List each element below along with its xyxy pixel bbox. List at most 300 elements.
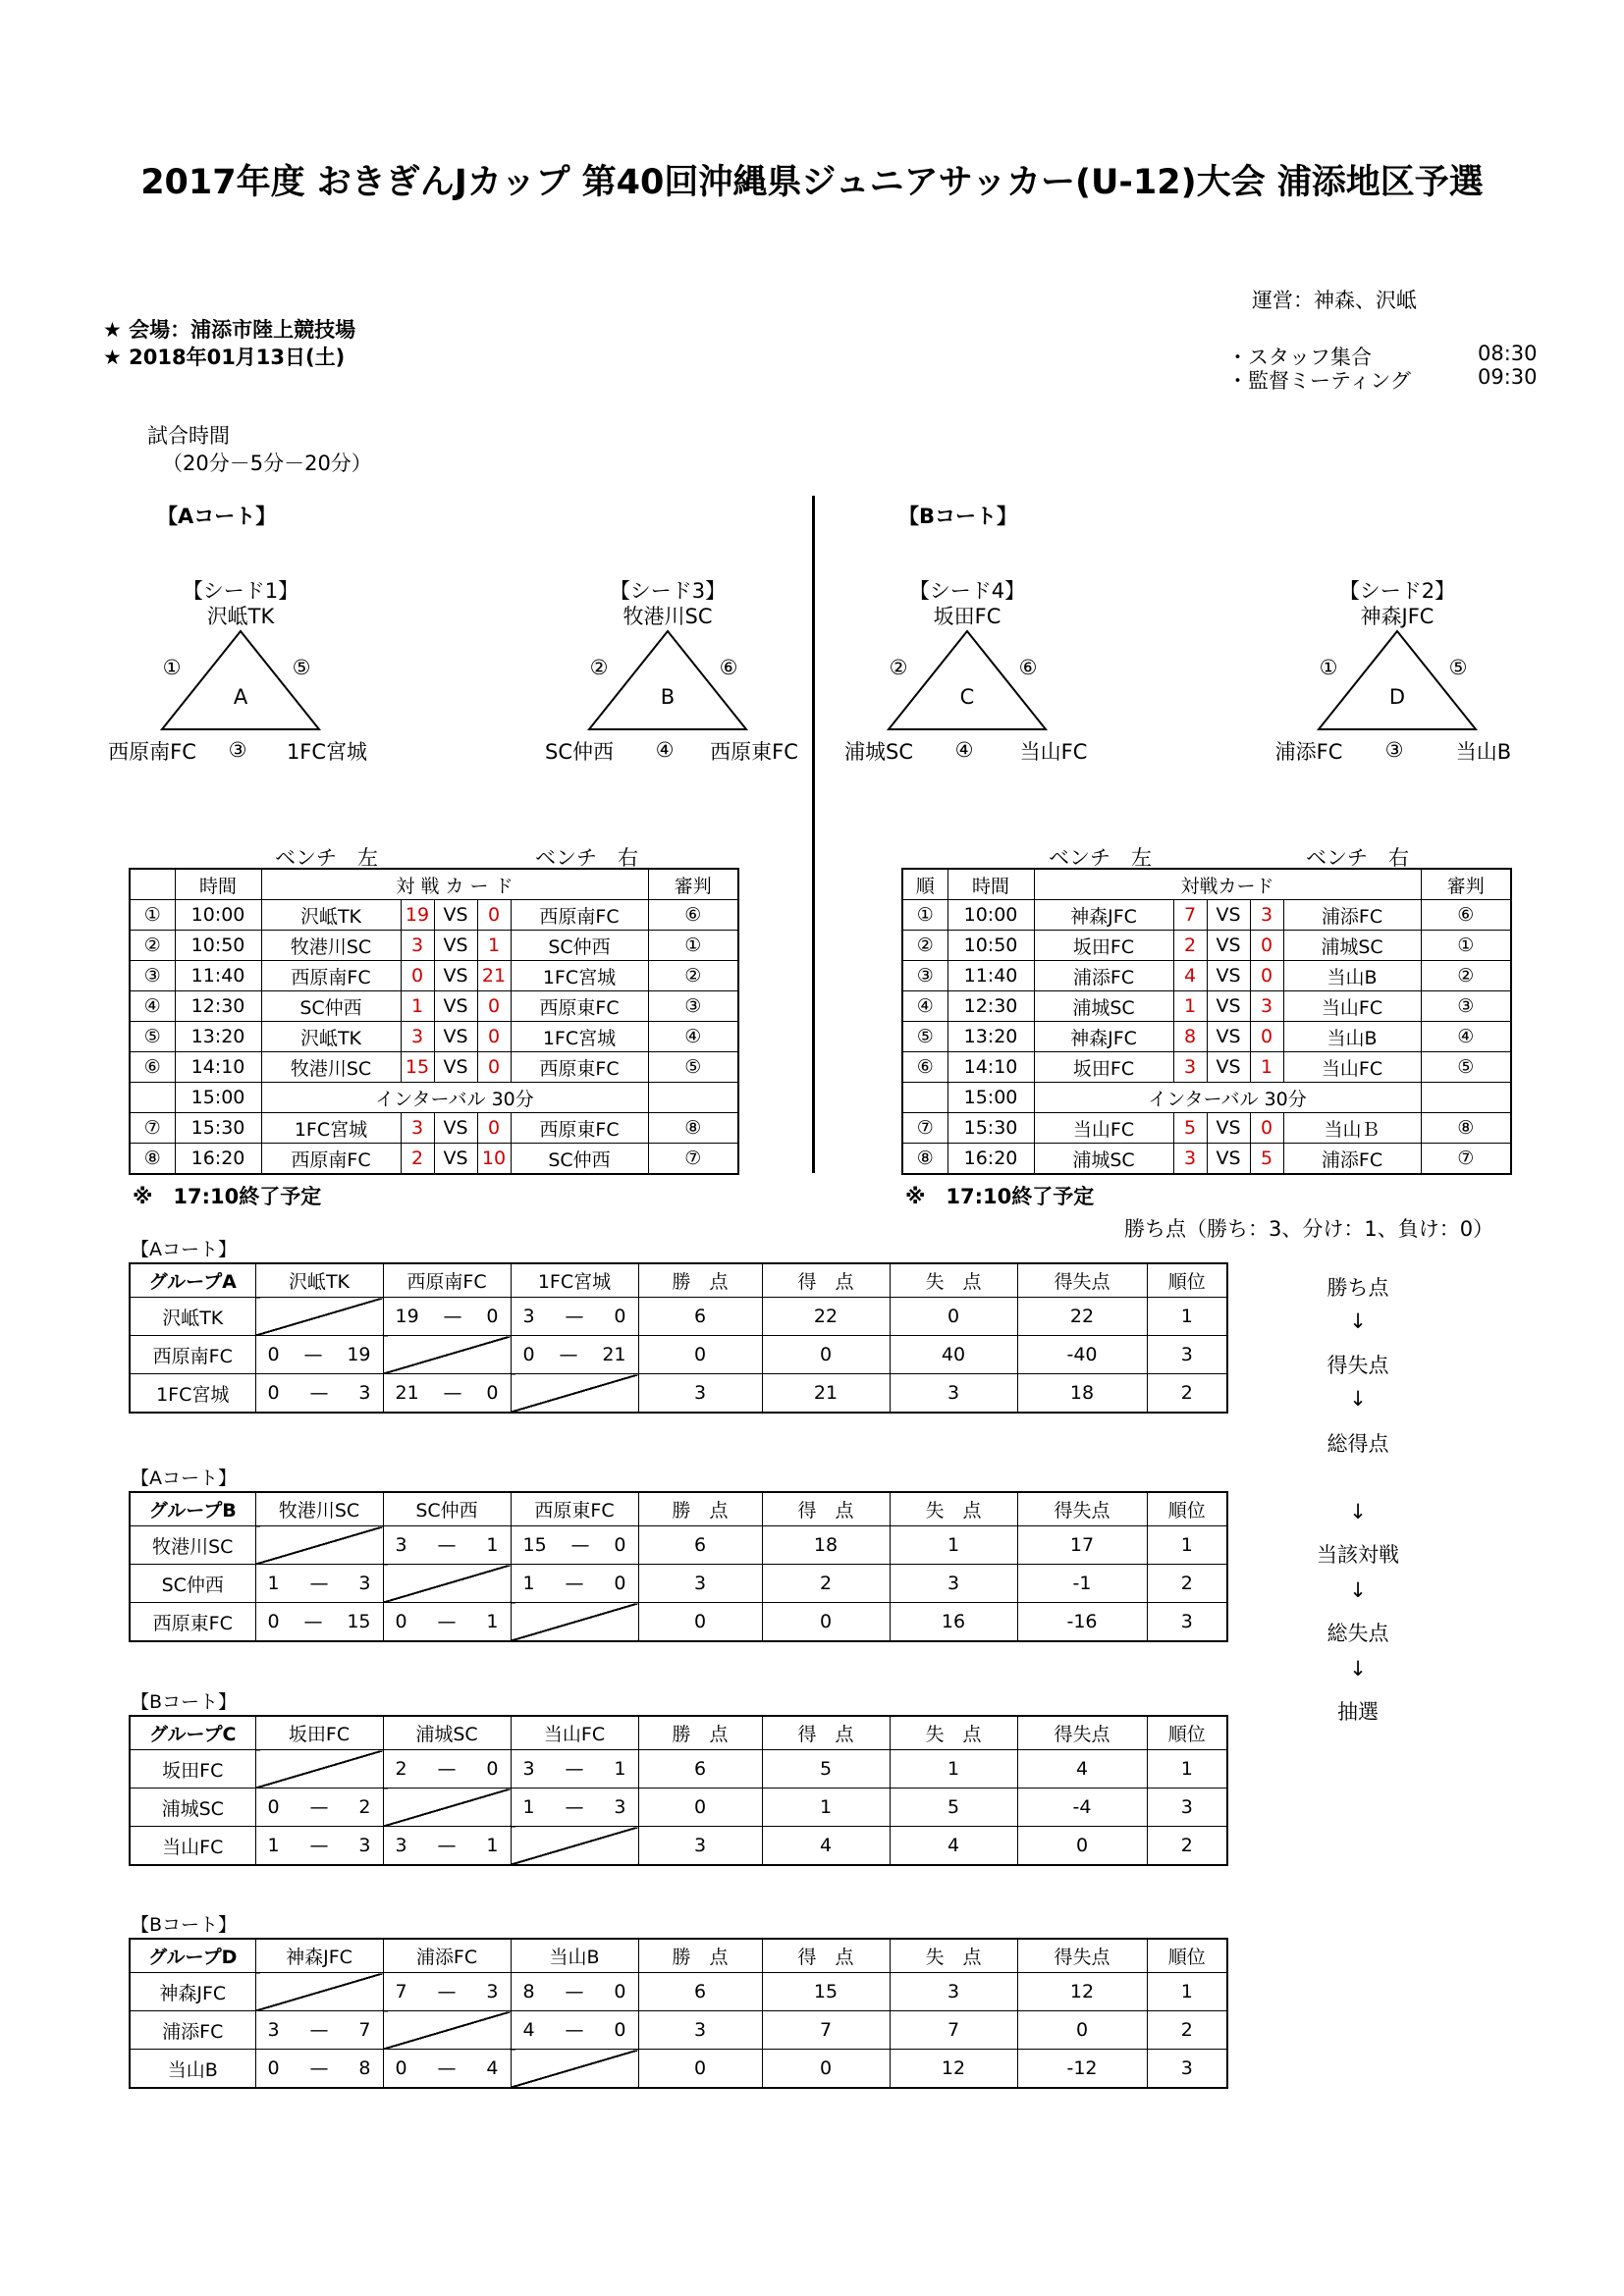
stat-header-gd: 得失点 bbox=[1017, 1492, 1147, 1526]
referee: ③ bbox=[648, 991, 738, 1022]
home-team: 1FC宮城 bbox=[261, 1113, 401, 1144]
match-time: 16:20 bbox=[175, 1144, 261, 1175]
stat-header-ga: 失 点 bbox=[890, 1492, 1017, 1526]
score-pair bbox=[512, 1344, 638, 1365]
away-team: 浦城SC bbox=[1283, 931, 1421, 961]
stat-gf: 15 bbox=[762, 1973, 890, 2011]
self-cell bbox=[255, 1526, 383, 1565]
stat-rank: 3 bbox=[1147, 2050, 1227, 2089]
dash: — bbox=[437, 2057, 457, 2079]
match-result bbox=[255, 1336, 383, 1374]
group-row bbox=[130, 1973, 1227, 2011]
opponent-header: 当山B bbox=[511, 1939, 638, 1973]
stat-pts: 0 bbox=[638, 1603, 762, 1642]
meeting-time: 09:30 bbox=[1478, 365, 1538, 389]
match-result bbox=[383, 2050, 511, 2089]
interval-label: インターバル 30分 bbox=[1034, 1083, 1421, 1113]
opponent-header: 西原東FC bbox=[511, 1492, 638, 1526]
home-team: 浦城SC bbox=[1034, 1144, 1173, 1175]
vs-label: VS bbox=[1207, 1113, 1250, 1144]
opponent-header: SC仲西 bbox=[383, 1492, 511, 1526]
stat-pts: 6 bbox=[638, 1526, 762, 1565]
match-time: 10:50 bbox=[947, 931, 1034, 961]
stat-header-rank: 順位 bbox=[1147, 1716, 1227, 1750]
score-pair bbox=[512, 1573, 638, 1594]
match-no: ⑥ bbox=[130, 1052, 175, 1083]
away-team: 1FC宮城 bbox=[511, 961, 648, 991]
seed-label: 【シード3】 bbox=[609, 579, 727, 603]
dash: — bbox=[303, 1611, 323, 1632]
self-cell bbox=[511, 1603, 638, 1642]
stat-rank: 3 bbox=[1147, 1336, 1227, 1374]
staff-time: 08:30 bbox=[1478, 342, 1538, 365]
bench-left-b: ベンチ 左 bbox=[1049, 846, 1152, 870]
home-team: 西原南FC bbox=[261, 961, 401, 991]
away-score: 0 bbox=[1250, 931, 1283, 961]
dash: — bbox=[309, 2057, 329, 2079]
down-arrow-icon: ↓ bbox=[1349, 1309, 1367, 1333]
vs-label: VS bbox=[1207, 991, 1250, 1022]
stat-header-gf: 得 点 bbox=[762, 1263, 890, 1298]
score-pair bbox=[384, 1758, 511, 1780]
referee: ⑤ bbox=[1421, 1052, 1511, 1083]
match-no: ⑧ bbox=[130, 1144, 175, 1175]
stat-gf: 22 bbox=[762, 1298, 890, 1336]
home-score: 3 bbox=[401, 1113, 434, 1144]
goals-against: 0 bbox=[614, 2019, 626, 2041]
right-team: 当山FC bbox=[1019, 740, 1088, 764]
match-time-detail: （20分－5分－20分） bbox=[162, 452, 372, 475]
away-team: 西原東FC bbox=[511, 1113, 648, 1144]
home-team: 神森JFC bbox=[1034, 1022, 1173, 1052]
score-pair bbox=[384, 1835, 511, 1856]
ranking-rule: 勝ち点 bbox=[1326, 1276, 1389, 1300]
opponent-header: 浦添FC bbox=[383, 1939, 511, 1973]
stat-header-ga: 失 点 bbox=[890, 1939, 1017, 1973]
away-score: 0 bbox=[477, 1052, 511, 1083]
home-score: 4 bbox=[1173, 961, 1207, 991]
team-name: 当山FC bbox=[130, 1827, 255, 1866]
match-result bbox=[383, 1526, 511, 1565]
dash: — bbox=[565, 1758, 584, 1780]
stat-pts: 0 bbox=[638, 1336, 762, 1374]
stat-gd: -12 bbox=[1017, 2050, 1147, 2089]
stat-rank: 1 bbox=[1147, 1298, 1227, 1336]
court-divider bbox=[812, 496, 815, 1173]
match-number: ⑤ bbox=[292, 656, 311, 679]
header-no bbox=[130, 869, 175, 900]
match-no: ⑥ bbox=[902, 1052, 947, 1083]
away-score: 21 bbox=[477, 961, 511, 991]
stat-gd: 22 bbox=[1017, 1298, 1147, 1336]
home-score: 8 bbox=[1173, 1022, 1207, 1052]
stat-pts: 6 bbox=[638, 1973, 762, 2011]
down-arrow-icon: ↓ bbox=[1349, 1578, 1367, 1602]
self-cell bbox=[383, 1336, 511, 1374]
stat-gd: -16 bbox=[1017, 1603, 1147, 1642]
goals-against: 8 bbox=[358, 2057, 371, 2079]
match-result bbox=[255, 1789, 383, 1827]
match-time: 10:00 bbox=[947, 900, 1034, 931]
home-team: 沢岻TK bbox=[261, 1022, 401, 1052]
dash: — bbox=[309, 1573, 329, 1594]
vs-label: VS bbox=[434, 931, 477, 961]
home-score: 7 bbox=[1173, 900, 1207, 931]
stat-gf: 0 bbox=[762, 2050, 890, 2089]
goals-for: 15 bbox=[522, 1534, 547, 1556]
goals-against: 1 bbox=[486, 1611, 499, 1632]
interval-label: インターバル 30分 bbox=[261, 1083, 648, 1113]
stat-pts: 6 bbox=[638, 1298, 762, 1336]
home-score: 19 bbox=[401, 900, 434, 931]
score-pair bbox=[384, 1981, 511, 2002]
match-number: ③ bbox=[228, 738, 247, 762]
score-pair bbox=[256, 1344, 383, 1365]
match-time-label: 試合時間 bbox=[147, 424, 230, 448]
match-row bbox=[902, 900, 1511, 931]
match-result bbox=[255, 1603, 383, 1642]
vs-label: VS bbox=[434, 991, 477, 1022]
dash: — bbox=[565, 2019, 584, 2041]
score-pair bbox=[512, 1534, 638, 1556]
stat-rank: 2 bbox=[1147, 1374, 1227, 1414]
away-score: 5 bbox=[1250, 1144, 1283, 1175]
goals-against: 19 bbox=[347, 1344, 371, 1365]
court-b-label: 【Bコート】 bbox=[898, 505, 1018, 528]
vs-label: VS bbox=[1207, 1022, 1250, 1052]
home-score: 1 bbox=[1173, 991, 1207, 1022]
away-score: 0 bbox=[477, 1022, 511, 1052]
triangle-shape bbox=[162, 631, 319, 729]
stat-gf: 1 bbox=[762, 1789, 890, 1827]
group-header-row bbox=[130, 1716, 1227, 1750]
group-header-row bbox=[130, 1939, 1227, 1973]
team-name: 西原南FC bbox=[130, 1336, 255, 1374]
goals-for: 3 bbox=[395, 1534, 407, 1556]
referee: ③ bbox=[1421, 991, 1511, 1022]
stat-rank: 1 bbox=[1147, 1526, 1227, 1565]
left-team: SC仲西 bbox=[545, 740, 614, 764]
stat-ga: 3 bbox=[890, 1565, 1017, 1603]
group-row bbox=[130, 1789, 1227, 1827]
group-triangle bbox=[1314, 628, 1481, 736]
stat-header-rank: 順位 bbox=[1147, 1492, 1227, 1526]
dash: — bbox=[565, 1573, 584, 1594]
ranking-rule: 得失点 bbox=[1326, 1354, 1389, 1377]
down-arrow-icon: ↓ bbox=[1349, 1500, 1367, 1523]
stat-pts: 6 bbox=[638, 1750, 762, 1789]
group-court-label: 【Aコート】 bbox=[131, 1468, 237, 1489]
group-court-label: 【Bコート】 bbox=[131, 1691, 238, 1713]
stat-gd: -40 bbox=[1017, 1336, 1147, 1374]
match-result bbox=[255, 1374, 383, 1414]
match-row bbox=[902, 961, 1511, 991]
dash: — bbox=[437, 1835, 457, 1856]
seed-team: 坂田FC bbox=[933, 605, 1001, 628]
match-no: ② bbox=[902, 931, 947, 961]
vs-label: VS bbox=[434, 1022, 477, 1052]
group-triangle bbox=[157, 628, 324, 736]
triangle-shape bbox=[1319, 631, 1476, 729]
referee: ⑦ bbox=[1421, 1144, 1511, 1175]
away-team: 当山Ｂ bbox=[1283, 1113, 1421, 1144]
home-team: 坂田FC bbox=[1034, 1052, 1173, 1083]
match-no: ⑤ bbox=[130, 1022, 175, 1052]
stat-ga: 7 bbox=[890, 2011, 1017, 2050]
stat-header-gd: 得失点 bbox=[1017, 1263, 1147, 1298]
match-row bbox=[902, 1113, 1511, 1144]
schedule-header-row bbox=[902, 869, 1511, 900]
referee: ⑧ bbox=[648, 1113, 738, 1144]
bench-right-a: ベンチ 右 bbox=[535, 846, 638, 870]
right-team: 西原東FC bbox=[710, 740, 798, 764]
match-no: ④ bbox=[902, 991, 947, 1022]
home-score: 3 bbox=[401, 931, 434, 961]
score-pair bbox=[512, 1758, 638, 1780]
goals-against: 21 bbox=[602, 1344, 626, 1365]
home-score: 2 bbox=[401, 1144, 434, 1175]
goals-for: 0 bbox=[267, 1344, 280, 1365]
home-team: 神森JFC bbox=[1034, 900, 1173, 931]
home-team: 沢岻TK bbox=[261, 900, 401, 931]
stat-header-gf: 得 点 bbox=[762, 1492, 890, 1526]
home-score: 2 bbox=[1173, 931, 1207, 961]
vs-label: VS bbox=[1207, 931, 1250, 961]
home-team: 浦城SC bbox=[1034, 991, 1173, 1022]
goals-against: 2 bbox=[358, 1796, 371, 1818]
match-row bbox=[130, 900, 738, 931]
ranking-rule: 総失点 bbox=[1326, 1622, 1389, 1645]
team-name: 神森JFC bbox=[130, 1973, 255, 2011]
opponent-header: 牧港川SC bbox=[255, 1492, 383, 1526]
away-score: 1 bbox=[1250, 1052, 1283, 1083]
score-pair bbox=[256, 1573, 383, 1594]
away-team: 浦添FC bbox=[1283, 1144, 1421, 1175]
match-time: 15:30 bbox=[175, 1113, 261, 1144]
goals-for: 8 bbox=[522, 1981, 535, 2002]
match-no: ④ bbox=[130, 991, 175, 1022]
goals-against: 0 bbox=[486, 1306, 499, 1327]
header-time: 時間 bbox=[947, 869, 1034, 900]
score-pair bbox=[256, 1835, 383, 1856]
stat-pts: 0 bbox=[638, 1789, 762, 1827]
interval-row bbox=[130, 1083, 738, 1113]
dash: — bbox=[437, 1981, 457, 2002]
header-ref: 審判 bbox=[1421, 869, 1511, 900]
stat-pts: 3 bbox=[638, 1565, 762, 1603]
stat-gd: 0 bbox=[1017, 2011, 1147, 2050]
date: ★ 2018年01月13日(土) bbox=[103, 346, 346, 369]
group-table bbox=[129, 1262, 1228, 1414]
match-result bbox=[511, 1526, 638, 1565]
team-name: 浦添FC bbox=[130, 2011, 255, 2050]
goals-for: 1 bbox=[267, 1573, 280, 1594]
interval-time: 15:00 bbox=[947, 1083, 1034, 1113]
self-cell bbox=[255, 1750, 383, 1789]
venue: ★ 会場：浦添市陸上競技場 bbox=[103, 318, 356, 342]
match-result bbox=[255, 2050, 383, 2089]
goals-against: 4 bbox=[486, 2057, 499, 2079]
match-time: 11:40 bbox=[947, 961, 1034, 991]
group-triangle bbox=[584, 628, 751, 736]
stat-header-gf: 得 点 bbox=[762, 1939, 890, 1973]
stat-header-rank: 順位 bbox=[1147, 1939, 1227, 1973]
group-row bbox=[130, 1750, 1227, 1789]
group-name: グループD bbox=[130, 1939, 255, 1973]
points-note: 勝ち点（勝ち：3、分け：1、負け：0） bbox=[1124, 1217, 1494, 1241]
home-team: 当山FC bbox=[1034, 1113, 1173, 1144]
stat-header-ga: 失 点 bbox=[890, 1263, 1017, 1298]
vs-label: VS bbox=[1207, 1052, 1250, 1083]
goals-against: 1 bbox=[486, 1534, 499, 1556]
group-table bbox=[129, 1715, 1228, 1866]
vs-label: VS bbox=[434, 1144, 477, 1175]
end-note-b: ※ 17:10終了予定 bbox=[905, 1185, 1095, 1208]
group-row bbox=[130, 1526, 1227, 1565]
match-number: ⑥ bbox=[1018, 656, 1038, 679]
score-pair bbox=[512, 1981, 638, 2002]
match-row bbox=[130, 931, 738, 961]
referee: ④ bbox=[648, 1022, 738, 1052]
dash: — bbox=[437, 1758, 457, 1780]
group-letter: D bbox=[1388, 685, 1406, 709]
home-score: 0 bbox=[401, 961, 434, 991]
left-team: 西原南FC bbox=[108, 740, 196, 764]
score-pair bbox=[384, 1611, 511, 1632]
match-time: 11:40 bbox=[175, 961, 261, 991]
seed-label: 【シード2】 bbox=[1338, 579, 1456, 603]
goals-against: 3 bbox=[486, 1981, 499, 2002]
dash: — bbox=[443, 1306, 462, 1327]
stat-ga: 1 bbox=[890, 1750, 1017, 1789]
away-team: 浦添FC bbox=[1283, 900, 1421, 931]
goals-for: 0 bbox=[395, 2057, 407, 2079]
match-result bbox=[511, 1789, 638, 1827]
match-result bbox=[511, 1750, 638, 1789]
meeting-label: ・監督ミーティング bbox=[1227, 369, 1411, 393]
stat-rank: 1 bbox=[1147, 1750, 1227, 1789]
stat-rank: 2 bbox=[1147, 1565, 1227, 1603]
match-result bbox=[255, 1827, 383, 1866]
referee: ⑧ bbox=[1421, 1113, 1511, 1144]
goals-against: 0 bbox=[486, 1758, 499, 1780]
match-row bbox=[130, 1144, 738, 1175]
referee: ④ bbox=[1421, 1022, 1511, 1052]
away-score: 1 bbox=[477, 931, 511, 961]
self-cell bbox=[511, 2050, 638, 2089]
group-row bbox=[130, 1603, 1227, 1642]
match-row bbox=[130, 961, 738, 991]
group-table bbox=[129, 1938, 1228, 2089]
header-ref: 審判 bbox=[648, 869, 738, 900]
vs-label: VS bbox=[434, 1052, 477, 1083]
self-cell bbox=[255, 1973, 383, 2011]
stat-gd: 18 bbox=[1017, 1374, 1147, 1414]
match-time: 16:20 bbox=[947, 1144, 1034, 1175]
dash: — bbox=[309, 1796, 329, 1818]
match-row bbox=[130, 1052, 738, 1083]
goals-against: 3 bbox=[358, 1573, 371, 1594]
stat-ga: 0 bbox=[890, 1298, 1017, 1336]
ranking-rule: 総得点 bbox=[1326, 1432, 1389, 1456]
group-name: グループB bbox=[130, 1492, 255, 1526]
team-name: 当山B bbox=[130, 2050, 255, 2089]
match-number: ⑤ bbox=[1448, 656, 1468, 679]
seed-team: 沢岻TK bbox=[206, 605, 275, 628]
stat-rank: 3 bbox=[1147, 1603, 1227, 1642]
match-no: ③ bbox=[902, 961, 947, 991]
opponent-header: 1FC宮城 bbox=[511, 1263, 638, 1298]
stat-header-ga: 失 点 bbox=[890, 1716, 1017, 1750]
schedule-header-row bbox=[130, 869, 738, 900]
group-name: グループC bbox=[130, 1716, 255, 1750]
referee: ⑤ bbox=[648, 1052, 738, 1083]
court-a-label: 【Aコート】 bbox=[157, 505, 277, 528]
match-no: ① bbox=[130, 900, 175, 931]
bench-right-b: ベンチ 右 bbox=[1306, 846, 1409, 870]
vs-label: VS bbox=[434, 961, 477, 991]
home-team: 西原南FC bbox=[261, 1144, 401, 1175]
stat-rank: 2 bbox=[1147, 2011, 1227, 2050]
stat-gd: 0 bbox=[1017, 1827, 1147, 1866]
away-score: 0 bbox=[477, 900, 511, 931]
goals-for: 0 bbox=[267, 2057, 280, 2079]
score-pair bbox=[256, 2057, 383, 2079]
match-time: 13:20 bbox=[947, 1022, 1034, 1052]
stat-header-gf: 得 点 bbox=[762, 1716, 890, 1750]
stat-gf: 4 bbox=[762, 1827, 890, 1866]
match-time: 12:30 bbox=[947, 991, 1034, 1022]
self-cell bbox=[383, 1789, 511, 1827]
match-number: ③ bbox=[1384, 738, 1404, 762]
stat-gd: -4 bbox=[1017, 1789, 1147, 1827]
goals-against: 3 bbox=[614, 1796, 626, 1818]
header-card: 対戦カード bbox=[1034, 869, 1421, 900]
home-score: 3 bbox=[1173, 1144, 1207, 1175]
match-number: ⑥ bbox=[719, 656, 738, 679]
group-court-label: 【Aコート】 bbox=[131, 1239, 237, 1260]
match-no: ⑧ bbox=[902, 1144, 947, 1175]
dash: — bbox=[565, 1981, 584, 2002]
stat-gd: -1 bbox=[1017, 1565, 1147, 1603]
match-result bbox=[255, 2011, 383, 2050]
goals-against: 0 bbox=[486, 1382, 499, 1404]
stat-gd: 12 bbox=[1017, 1973, 1147, 2011]
match-result bbox=[383, 1750, 511, 1789]
stat-ga: 12 bbox=[890, 2050, 1017, 2089]
group-row bbox=[130, 1298, 1227, 1336]
opponent-header: 神森JFC bbox=[255, 1939, 383, 1973]
away-team: 当山B bbox=[1283, 961, 1421, 991]
vs-label: VS bbox=[434, 1113, 477, 1144]
stat-ga: 1 bbox=[890, 1526, 1017, 1565]
goals-for: 0 bbox=[267, 1382, 280, 1404]
down-arrow-icon: ↓ bbox=[1349, 1657, 1367, 1681]
dash: — bbox=[309, 1382, 329, 1404]
stat-gf: 0 bbox=[762, 1603, 890, 1642]
match-row bbox=[902, 991, 1511, 1022]
seed-label: 【シード4】 bbox=[908, 579, 1026, 603]
away-team: 西原南FC bbox=[511, 900, 648, 931]
referee: ⑥ bbox=[648, 900, 738, 931]
left-team: 浦城SC bbox=[844, 740, 913, 764]
goals-against: 0 bbox=[614, 1534, 626, 1556]
away-score: 10 bbox=[477, 1144, 511, 1175]
dash: — bbox=[303, 1344, 323, 1365]
bench-left-a: ベンチ 左 bbox=[275, 846, 378, 870]
match-no: ⑦ bbox=[130, 1113, 175, 1144]
ranking-rule: 抽選 bbox=[1337, 1700, 1379, 1724]
